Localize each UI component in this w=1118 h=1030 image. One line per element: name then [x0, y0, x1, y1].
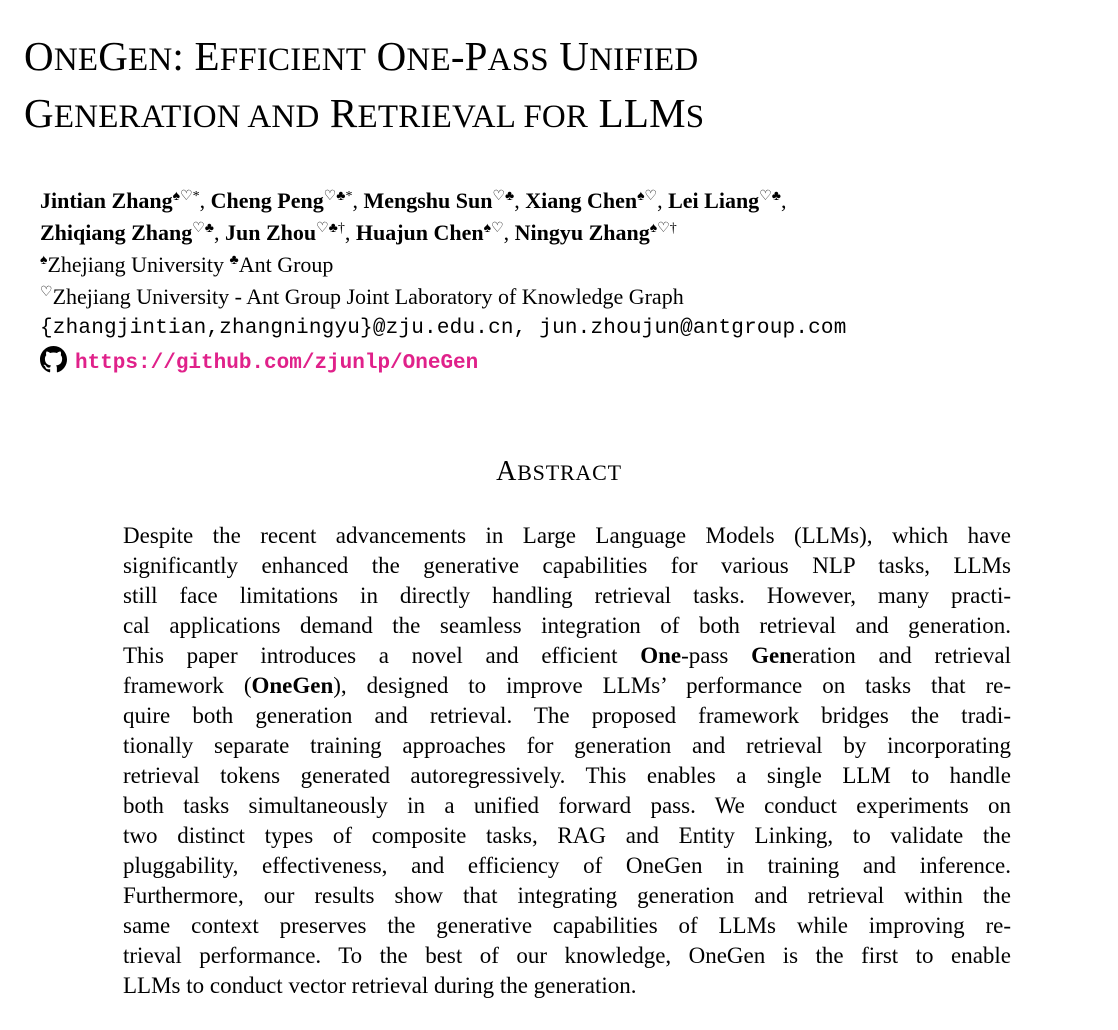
- abstract-line: [123, 851, 1011, 881]
- title-text: NE: [406, 42, 451, 78]
- abstract-bold-text: Gen: [751, 643, 792, 668]
- author-name: Cheng Peng: [210, 188, 324, 213]
- abstract-text: LLMs to conduct vector retrieval during the generation.: [123, 973, 637, 998]
- abstract-line: [123, 731, 1011, 761]
- author-marks: ♠♡: [637, 189, 658, 204]
- abstract-text: eration and retrieval: [791, 643, 1011, 668]
- title-text: U: [548, 33, 590, 79]
- abstract-text: retrieval tokens generated autoregressively. This enables a single LLM to handle: [123, 763, 1011, 788]
- affiliation-name: Ant Group: [238, 252, 334, 277]
- title-text: : E: [172, 33, 220, 79]
- title-text: O: [24, 33, 54, 79]
- abstract-line: [123, 821, 1011, 851]
- author-marks: ♡♣†: [316, 221, 345, 236]
- abstract-line: [123, 581, 1011, 611]
- author-line-1: Jintian Zhang♠♡*, Cheng Peng♡♣*, Mengshu Sun♡♣, Xiang Chen♠♡, Lei Liang♡♣,: [40, 188, 787, 213]
- abstract-line: [123, 521, 1011, 551]
- title-text: LLM: [588, 90, 686, 136]
- title-text: G: [98, 33, 129, 79]
- abstract-line: [123, 761, 1011, 791]
- title-text: ETRIEVAL FOR: [357, 99, 589, 135]
- abstract-text: pluggability, effectiveness, and efficiency of OneGen in training and inference.: [123, 853, 1011, 878]
- paper-title: [24, 30, 704, 144]
- abstract-text: ), designed to improve LLMs’ performance on tasks that re-: [333, 673, 1011, 698]
- title-text: G: [24, 90, 54, 136]
- author-name: Ningyu Zhang: [514, 220, 650, 245]
- author-name: Jun Zhou: [225, 220, 317, 245]
- author-marks: ♡♣*: [323, 189, 353, 204]
- abstract-text: cal applications demand the seamless integration of both retrieval and generation.: [123, 613, 1011, 638]
- abstract-line: [123, 911, 1011, 941]
- affiliation-name: Zhejiang University: [47, 252, 230, 277]
- title-text: -P: [450, 33, 488, 79]
- author-line-2: Zhiqiang Zhang♡♣, Jun Zhou♡♣†, Huajun Chen♠♡, Ningyu Zhang♠♡†: [40, 220, 677, 245]
- abstract-line: [123, 701, 1011, 731]
- title-text: EN: [128, 42, 173, 78]
- abstract-text: both tasks simultaneously in a unified forward pass. We conduct experiments on: [123, 793, 1011, 818]
- affiliation-mark: ♣: [229, 253, 239, 268]
- abstract-heading-text: BSTRACT: [517, 460, 622, 485]
- abstract-text: still face limitations in directly handling retrieval tasks. However, many practi-: [123, 583, 1011, 608]
- author-marks: ♡♣: [492, 189, 515, 204]
- author-name: Xiang Chen: [525, 188, 638, 213]
- affiliation-mark: ♠: [40, 253, 48, 268]
- abstract-text: tionally separate training approaches for generation and retrieval by incorporating: [123, 733, 1011, 758]
- abstract-heading: [0, 456, 1118, 488]
- abstract-text: Despite the recent advancements in Large Language Models (LLMs), which have: [123, 523, 1011, 548]
- abstract-line: [123, 551, 1011, 581]
- title-text: NIFIED: [589, 42, 699, 78]
- abstract-text: same context preserves the generative capabilities of LLMs while improving re-: [123, 913, 1011, 938]
- abstract-text: Furthermore, our results show that integrating generation and retrieval within the: [123, 883, 1011, 908]
- abstract-bold-text: OneGen: [251, 673, 334, 698]
- author-marks: ♡♣: [759, 189, 781, 204]
- affiliation-mark: ♡: [40, 285, 53, 300]
- abstract-text: framework (: [123, 673, 252, 698]
- abstract-bold-text: One: [640, 643, 682, 668]
- title-text: ASS: [487, 42, 549, 78]
- title-text: ENERATION AND: [53, 99, 320, 135]
- abstract-text: This paper introduces a novel and efficient: [123, 643, 641, 668]
- title-text: O: [366, 33, 407, 79]
- abstract-line: [123, 671, 1011, 701]
- abstract-line: [123, 971, 1011, 1001]
- github-icon: [40, 346, 67, 373]
- title-text: S: [685, 99, 705, 135]
- abstract-line: [123, 641, 1011, 671]
- abstract-heading-text: A: [496, 456, 518, 487]
- abstract-text: -pass: [681, 643, 752, 668]
- author-name: Lei Liang: [668, 188, 760, 213]
- abstract-line: [123, 611, 1011, 641]
- github-link[interactable]: https://github.com/zjunlp/OneGen: [75, 352, 479, 375]
- affiliation-line-2: [40, 281, 847, 313]
- author-block: [40, 185, 847, 380]
- author-marks: ♡♣: [192, 221, 214, 236]
- affiliation-line-1: [40, 249, 847, 281]
- abstract-line: [123, 791, 1011, 821]
- abstract-text: two distinct types of composite tasks, RAG and Entity Linking, to validate the: [123, 823, 1011, 848]
- author-emails: {zhangjintian,zhangningyu}@zju.edu.cn, jun.zhoujun@antgroup.com: [40, 317, 847, 340]
- title-line-1: [24, 30, 704, 87]
- author-name: Huajun Chen: [355, 220, 484, 245]
- abstract-text: significantly enhanced the generative capabilities for various NLP tasks, LLMs: [123, 553, 1011, 578]
- author-marks: ♠♡: [483, 221, 504, 236]
- title-text: R: [319, 90, 358, 136]
- abstract-line: [123, 941, 1011, 971]
- abstract-body: [123, 521, 1011, 1001]
- affiliation-name: Zhejiang University - Ant Group Joint Laboratory of Knowledge Graph: [52, 284, 684, 309]
- abstract-line: [123, 881, 1011, 911]
- author-name: Jintian Zhang: [40, 188, 173, 213]
- github-link-row[interactable]: [40, 345, 847, 380]
- title-text: FFICIENT: [219, 42, 367, 78]
- abstract-text: trieval performance. To the best of our knowledge, OneGen is the first to enable: [123, 943, 1011, 968]
- title-line-2: [24, 87, 704, 144]
- author-marks: ♠♡†: [649, 221, 677, 236]
- title-text: NE: [53, 42, 99, 78]
- author-marks: ♠♡*: [172, 189, 200, 204]
- author-name: Mengshu Sun: [363, 188, 493, 213]
- author-name: Zhiqiang Zhang: [40, 220, 193, 245]
- abstract-text: quire both generation and retrieval. The proposed framework bridges the tradi-: [123, 703, 1011, 728]
